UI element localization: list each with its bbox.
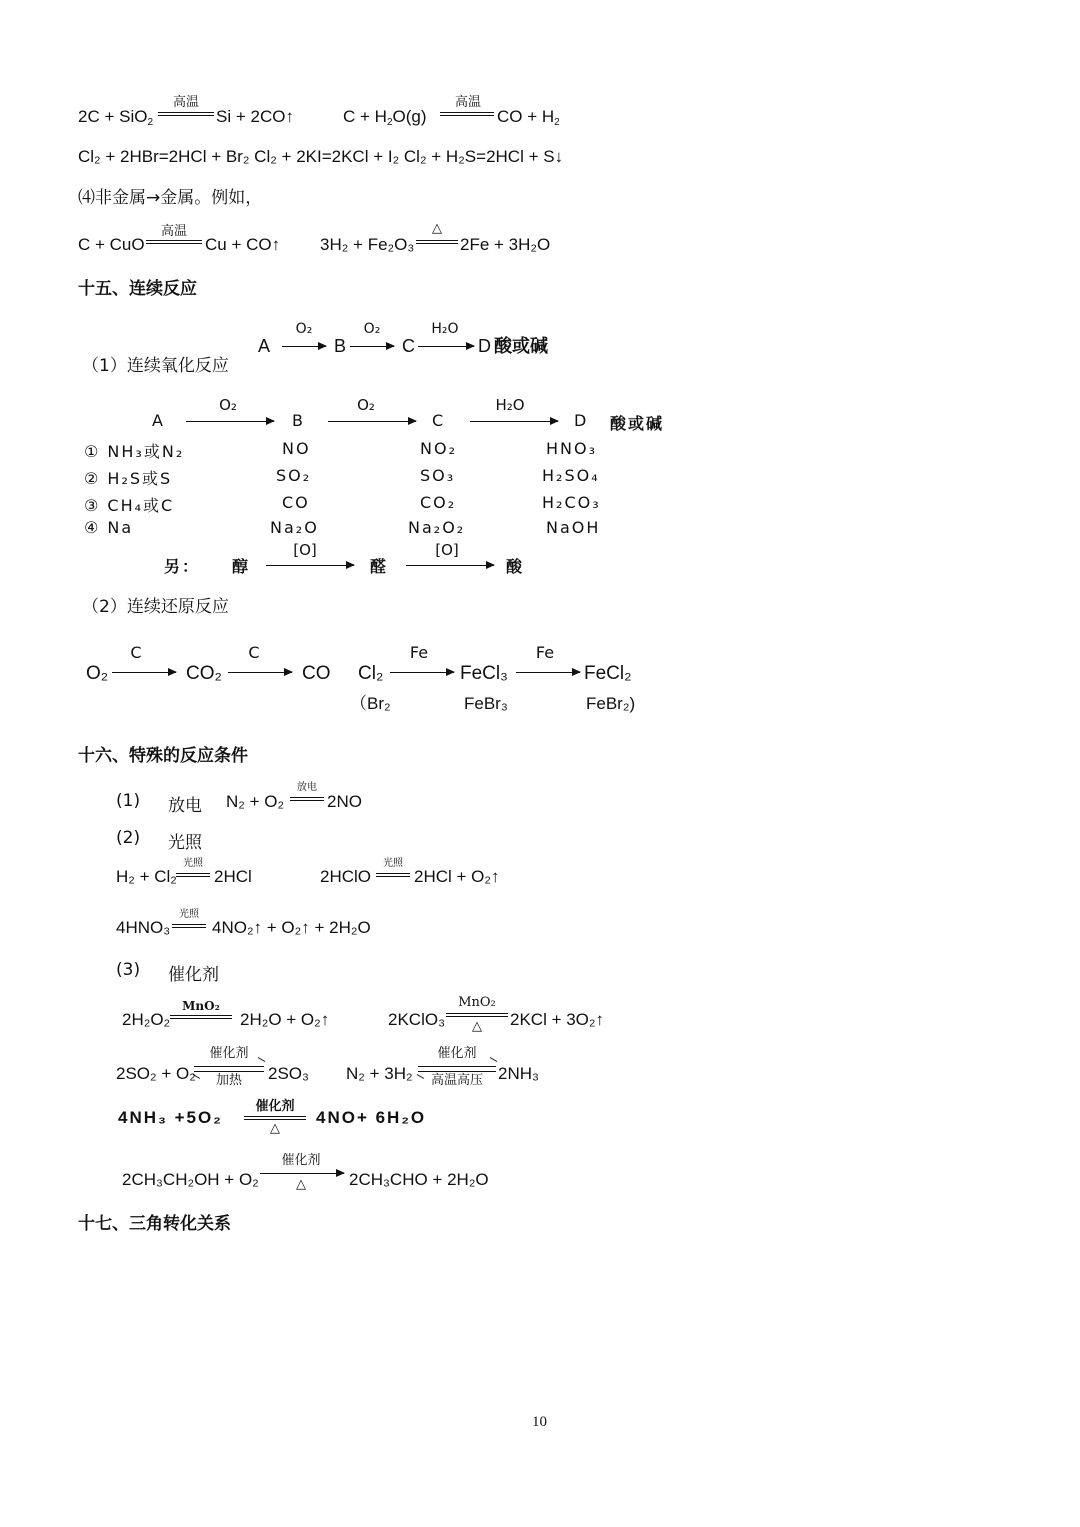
equals-sign (176, 873, 210, 877)
equation-product: 2Fe + 3H₂O (460, 235, 551, 254)
light-eq2-left: 2HClO (320, 867, 372, 886)
equation-product: Si + 2CO↑ (216, 107, 294, 126)
red-co: CO (302, 663, 331, 684)
equation-sio2-c: 2C + SiO$_2$ (78, 107, 154, 128)
equals-sign (146, 240, 202, 244)
item-nonmetal-to-metal: ⑷非金属→金属。例如， (78, 188, 263, 208)
table-row-4-b: Na₂O (270, 518, 319, 537)
red-co2: CO₂ (186, 663, 222, 684)
cond-discharge: 放电 (297, 782, 317, 793)
equals-sign (158, 112, 214, 116)
cat-eq5-right: 4NO+ 6H₂O (316, 1108, 427, 1127)
table-row-2-a: ② H₂S或S (84, 469, 173, 488)
cat-eq1-right: 2H₂O + O₂↑ (240, 1010, 330, 1029)
cat-eq6-right: 2CH₃CHO + 2H₂O (349, 1170, 489, 1189)
cond-catalyst: 催化剂 (281, 1153, 321, 1168)
cond-mno2: MnO₂ (458, 995, 496, 1010)
discharge-left: N₂ + O₂ (226, 792, 285, 811)
red-febr3: FeBr₃ (464, 694, 508, 713)
red-fecl2: FeCl₂ (584, 663, 632, 684)
table-row-3-d: H₂CO₃ (542, 493, 601, 512)
table-header-acid-base: 酸或碱 (610, 414, 665, 433)
cond-mno2: MnO₂ (182, 999, 220, 1013)
cat-eq4-left: N₂ + 3H₂ (346, 1064, 413, 1083)
arrow (112, 672, 176, 673)
light-eq1-left: H₂ + Cl₂ (116, 867, 177, 886)
equals-sign (376, 873, 410, 877)
table-row-4-d: NaOH (546, 518, 601, 537)
discharge-right: 2NO (327, 792, 362, 811)
page-number: 10 (532, 1414, 547, 1430)
red-fecl3: FeCl₃ (460, 663, 508, 684)
table-header-d: D (574, 411, 589, 430)
light-eq2-right: 2HCl + O₂↑ (414, 867, 500, 886)
table-row-2-d: H₂SO₄ (542, 466, 600, 485)
cond-light: 光照 (183, 858, 203, 869)
arrow (328, 421, 416, 422)
extra-cond: [O] (293, 541, 317, 559)
cat-eq2-left: 2KClO₃ (388, 1010, 445, 1029)
cat-eq3-right: 2SO₃ (268, 1064, 309, 1083)
table-cond: O₂ (219, 396, 237, 414)
item-1-number: (1) (116, 791, 141, 811)
cond-high-temp-pressure: 高温高压 (430, 1073, 483, 1088)
cat-eq4-right: 2NH₃ (498, 1064, 539, 1083)
table-row-4-a: ④ Na (84, 518, 134, 537)
arrow (390, 672, 454, 673)
arrow (350, 346, 394, 347)
equation-water-gas: $C + H_2O(g)$ (343, 107, 427, 128)
arrow (516, 672, 580, 673)
extra-alcohol: 醇 (232, 557, 251, 576)
cat-eq5-left: 4NH₃ +5O₂ (118, 1108, 223, 1127)
equilibrium-forward (194, 1066, 264, 1067)
cond-light: 光照 (383, 858, 403, 869)
extra-acid: 酸 (506, 557, 525, 576)
extra-cond: [O] (435, 541, 459, 559)
condition-high-temp: 高温 (160, 224, 187, 239)
cat-eq2-right: 2KCl + 3O₂↑ (510, 1010, 604, 1029)
red-br2: （Br₂ (350, 694, 391, 713)
chain-cond-o2: O₂ (363, 321, 381, 337)
cond-catalyst: 催化剂 (255, 1099, 295, 1114)
section-title-16: 十六、特殊的反应条件 (78, 746, 248, 766)
chain-a: A (258, 336, 271, 356)
red-cond-c: C (248, 643, 260, 662)
equals-sign (290, 797, 324, 801)
table-row-1-b: NO (282, 439, 311, 458)
arrow (266, 565, 354, 566)
equals-sign (244, 1116, 306, 1120)
equals-sign (172, 924, 206, 928)
table-row-3-b: CO (282, 493, 310, 512)
cat-eq1-left: 2H₂O₂ (122, 1010, 171, 1029)
table-row-1-c: NO₂ (420, 439, 457, 458)
table-row-1-a: ① NH₃或N₂ (84, 442, 185, 461)
cond-heating: 加热 (215, 1073, 242, 1088)
cat-eq3-left: 2SO₂ + O₂ (116, 1064, 196, 1083)
arrow (186, 421, 274, 422)
cond-catalyst: 催化剂 (437, 1046, 477, 1061)
red-cond-fe: Fe (409, 643, 429, 662)
equilibrium-reverse (418, 1071, 496, 1072)
subheading-continuous-oxidation: （1）连续氧化反应 (82, 356, 229, 376)
table-row-2-b: SO₂ (276, 466, 312, 485)
cond-catalyst: 催化剂 (209, 1046, 249, 1061)
cond-heat: △ (472, 1019, 482, 1034)
table-cond: H₂O (495, 396, 525, 414)
halogen-displacement-line: Cl₂ + 2HBr=2HCl + Br₂ Cl₂ + 2KI=2KCl + I₂ Cl₂ + H₂S=2HCl + S↓ (78, 147, 564, 166)
equals-sign (446, 1013, 508, 1017)
chain-cond-h2o: H₂O (431, 321, 459, 337)
cond-heat: △ (296, 1177, 306, 1192)
section-title-15: 十五、连续反应 (78, 279, 197, 299)
table-header-b: B (292, 411, 305, 430)
equilibrium-reverse (194, 1071, 264, 1072)
equals-sign (440, 112, 494, 116)
condition-high-temp: 高温 (172, 95, 199, 110)
light-eq3-left: 4HNO₃ (116, 918, 171, 937)
table-header-a: A (152, 411, 165, 430)
red-cond-c: C (130, 643, 142, 662)
cond-light: 光照 (179, 909, 199, 920)
table-row-2-c: SO₃ (420, 466, 456, 485)
equilibrium-forward (418, 1066, 496, 1067)
arrow (282, 346, 326, 347)
extra-aldehyde: 醛 (370, 557, 389, 576)
equals-sign (170, 1015, 232, 1019)
equation-product: Cu + CO↑ (205, 235, 281, 254)
cat-eq6-left: 2CH₃CH₂OH + O₂ (122, 1170, 259, 1189)
red-o2: O₂ (86, 663, 109, 684)
subheading-continuous-reduction: （2）连续还原反应 (82, 597, 229, 617)
light-eq1-right: 2HCl (214, 867, 252, 886)
equation-fe2o3: 3H₂ + Fe₂O₃ (320, 235, 415, 254)
cond-heat: △ (270, 1121, 280, 1136)
condition-heat: △ (432, 221, 442, 236)
item-3-number: (3) (116, 960, 141, 980)
chain-d: D (478, 336, 491, 356)
extra-prefix: 另： (164, 557, 201, 576)
red-febr2: FeBr₂) (586, 694, 636, 713)
table-row-3-a: ③ CH₄或C (84, 496, 175, 515)
table-cond: O₂ (357, 396, 375, 414)
arrow (470, 421, 558, 422)
arrow (228, 672, 292, 673)
table-header-c: C (432, 411, 446, 430)
arrow (418, 346, 474, 347)
table-row-4-c: Na₂O₂ (408, 518, 466, 537)
equation-cuo: C + CuO (78, 235, 145, 254)
equals-sign (416, 240, 458, 244)
table-row-3-c: CO₂ (420, 493, 457, 512)
item-2-number: (2) (116, 828, 141, 848)
section-title-17: 十七、三角转化关系 (78, 1214, 231, 1234)
chain-cond-o2: O₂ (295, 321, 313, 337)
item-3-label: 催化剂 (168, 965, 219, 985)
red-cl2: Cl₂ (358, 663, 384, 684)
chain-acid-or-base: 酸或碱 (494, 336, 548, 356)
condition-high-temp: 高温 (454, 95, 481, 110)
arrow (260, 1173, 344, 1174)
item-2-label: 光照 (168, 833, 202, 853)
item-1-label: 放电 (168, 796, 202, 816)
chain-c: C (402, 336, 415, 356)
equation-product: CO + $H_2$ (497, 107, 560, 128)
arrow (406, 565, 494, 566)
table-row-1-d: HNO₃ (546, 439, 598, 458)
chain-b: B (334, 336, 347, 356)
red-cond-fe: Fe (535, 643, 555, 662)
light-eq3-right: 4NO₂↑ + O₂↑ + 2H₂O (212, 918, 371, 937)
